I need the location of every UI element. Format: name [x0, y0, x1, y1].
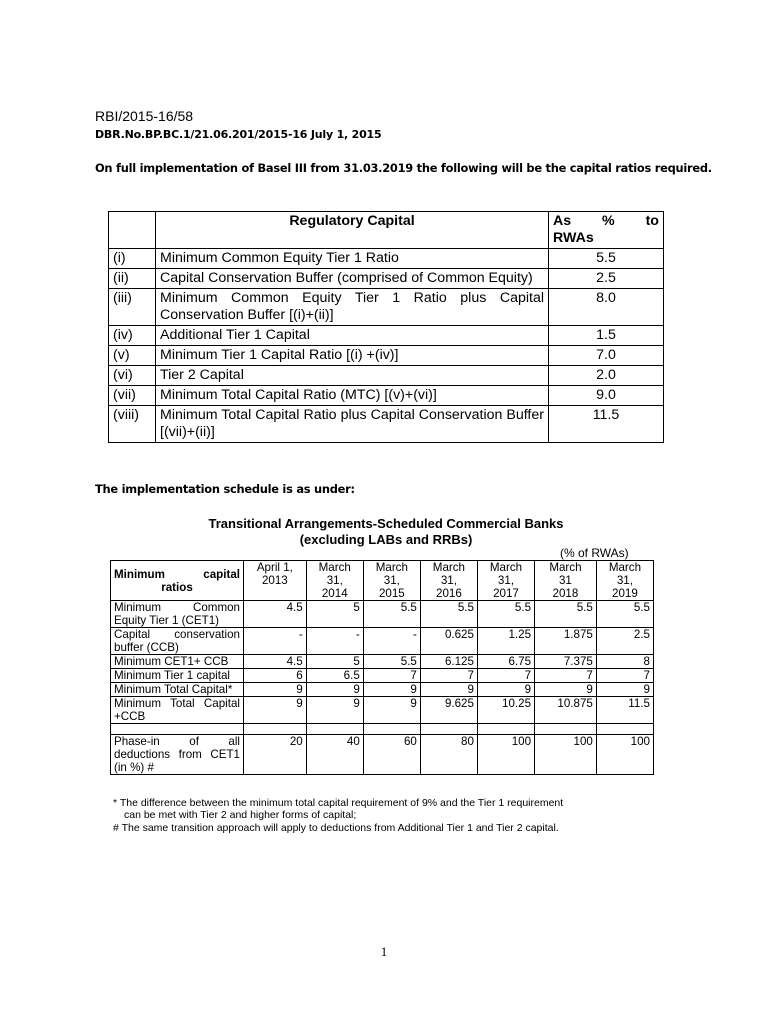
header-date-line3: 2017 — [493, 587, 519, 600]
blank-cell — [244, 724, 307, 735]
row-id: (iii) — [109, 289, 156, 326]
row-value: 5.5 — [363, 655, 420, 669]
row-id: (v) — [109, 346, 156, 366]
transition-row — [111, 655, 654, 669]
regulatory-row — [109, 269, 664, 289]
row-value: 10.875 — [535, 697, 597, 724]
row-value: 6.5 — [306, 669, 363, 683]
header-date-line2: 31, — [616, 574, 633, 587]
transition-table-subtitle: (excluding LABs and RRBs) — [299, 532, 473, 547]
row-value: 5 — [306, 601, 363, 628]
header-date-line2: 31 — [558, 574, 572, 587]
row-label: Capital conservation buffer (CCB) — [111, 628, 244, 655]
row-value: 60 — [363, 735, 420, 775]
header-word-capital: capital — [203, 567, 240, 581]
row-value: 6 — [244, 669, 307, 683]
regulatory-capital-table — [108, 211, 664, 443]
row-value: 8.0 — [549, 289, 664, 326]
row-label: Minimum Total Capital Ratio (MTC) [(v)+(vi)] — [156, 386, 549, 406]
header-date-column — [363, 561, 420, 601]
row-value: 5.5 — [535, 601, 597, 628]
header-date-line2: 31, — [497, 574, 515, 587]
header-blank-cell — [109, 212, 156, 249]
row-label: Minimum CET1+ CCB — [111, 655, 244, 669]
row-value: 7.375 — [535, 655, 597, 669]
row-value: 7 — [596, 669, 653, 683]
row-value: 4.5 — [244, 601, 307, 628]
header-date-line3: 2018 — [552, 587, 579, 600]
header-word-ratios: ratios — [161, 580, 193, 594]
transition-table-body — [111, 601, 654, 775]
row-label: Minimum Common Equity Tier 1 Ratio plus Capital Conservation Buffer [(i)+(ii)] — [156, 289, 549, 326]
transition-row — [111, 669, 654, 683]
row-label: Minimum Total Capital +CCB — [111, 697, 244, 724]
blank-cell — [477, 724, 534, 735]
row-value: 20 — [244, 735, 307, 775]
blank-separator-row — [111, 724, 654, 735]
transition-row — [111, 601, 654, 628]
row-value: 5.5 — [420, 601, 477, 628]
header-word-minimum: Minimum — [114, 567, 165, 581]
circular-reference: DBR.No.BP.BC.1/21.06.201/2015-16 July 1, 2015 — [95, 128, 382, 141]
row-label: Minimum Common Equity Tier 1 Ratio — [156, 249, 549, 269]
row-value: 5.5 — [477, 601, 534, 628]
header-date-line1: April 1, — [256, 561, 293, 574]
row-value: 0.625 — [420, 628, 477, 655]
row-id: (ii) — [109, 269, 156, 289]
regulatory-row — [109, 406, 664, 443]
regulatory-row — [109, 289, 664, 326]
regulatory-row — [109, 346, 664, 366]
row-value: 9 — [306, 697, 363, 724]
row-value: 5 — [306, 655, 363, 669]
header-date-column — [477, 561, 534, 601]
header-date-line1: March — [432, 561, 466, 574]
intro-paragraph: On full implementation of Basel III from 31.03.2019 the following will be the capital ratios required. — [95, 161, 712, 175]
row-value: - — [363, 628, 420, 655]
regulatory-row — [109, 366, 664, 386]
row-value: 7 — [535, 669, 597, 683]
row-value: 9.0 — [549, 386, 664, 406]
row-value: 1.5 — [549, 326, 664, 346]
row-id: (i) — [109, 249, 156, 269]
row-id: (vii) — [109, 386, 156, 406]
row-value: 9 — [535, 683, 597, 697]
header-word-percent: % — [602, 213, 615, 229]
row-value: 9 — [306, 683, 363, 697]
row-value: 9 — [420, 683, 477, 697]
transition-row — [111, 735, 654, 775]
header-date-line2: 2013 — [261, 574, 288, 587]
transition-row — [111, 628, 654, 655]
header-date-column — [306, 561, 363, 601]
row-value: 9.625 — [420, 697, 477, 724]
row-value: - — [244, 628, 307, 655]
row-value: 100 — [596, 735, 653, 775]
header-date-line1: March — [608, 561, 642, 574]
header-date-column — [596, 561, 653, 601]
footnote-star-line2: can be met with Tier 2 and higher forms of capital; — [124, 809, 357, 821]
header-date-line3: 2014 — [321, 587, 348, 600]
blank-cell — [363, 724, 420, 735]
regulatory-table-header — [109, 212, 664, 249]
row-value: 6.75 — [477, 655, 534, 669]
row-label: Minimum Total Capital Ratio plus Capital Conservation Buffer [(vii)+(ii)] — [156, 406, 549, 443]
row-value: 2.5 — [549, 269, 664, 289]
row-value: 100 — [535, 735, 597, 775]
header-minimum-capital-ratios — [111, 561, 244, 601]
row-value: 100 — [477, 735, 534, 775]
row-value: 9 — [596, 683, 653, 697]
header-word-as: As — [553, 213, 572, 229]
header-value-line1 — [553, 213, 659, 230]
header-date-line2: 31, — [440, 574, 457, 587]
row-label: Minimum Tier 1 capital — [111, 669, 244, 683]
row-value: - — [306, 628, 363, 655]
header-date-column — [244, 561, 307, 601]
header-date-line3: 2019 — [612, 587, 638, 600]
blank-cell — [535, 724, 597, 735]
transition-table — [110, 560, 654, 775]
row-value: 11.5 — [596, 697, 653, 724]
row-value: 4.5 — [244, 655, 307, 669]
regulatory-row — [109, 386, 664, 406]
header-date-column — [420, 561, 477, 601]
regulatory-table-body — [109, 249, 664, 443]
schedule-heading: The implementation schedule is as under: — [95, 482, 355, 496]
row-value: 9 — [244, 683, 307, 697]
row-value: 10.25 — [477, 697, 534, 724]
header-date-line2: 31, — [383, 574, 400, 587]
header-date-line1: March — [375, 561, 408, 574]
transition-row — [111, 697, 654, 724]
row-value: 2.0 — [549, 366, 664, 386]
row-label: Tier 2 Capital — [156, 366, 549, 386]
row-id: (viii) — [109, 406, 156, 443]
row-value: 1.875 — [535, 628, 597, 655]
row-value: 5.5 — [363, 601, 420, 628]
row-value: 6.125 — [420, 655, 477, 669]
rbi-reference-number: RBI/2015-16/58 — [95, 108, 194, 124]
regulatory-row — [109, 249, 664, 269]
regulatory-row — [109, 326, 664, 346]
row-value: 9 — [363, 697, 420, 724]
header-word-to: to — [645, 213, 659, 229]
header-date-line1: March — [318, 561, 351, 574]
row-label: Additional Tier 1 Capital — [156, 326, 549, 346]
header-date-line3: 2015 — [378, 587, 405, 600]
row-label: Minimum Total Capital* — [111, 683, 244, 697]
header-date-line3: 2016 — [436, 587, 462, 600]
header-value-line2: RWAs — [553, 230, 594, 246]
footnote-hash: # The same transition approach will apply to deductions from Additional Tier 1 and Tier 2 capital. — [113, 822, 559, 834]
row-value: 40 — [306, 735, 363, 775]
transition-table-header — [111, 561, 654, 601]
blank-cell — [420, 724, 477, 735]
header-as-percent-rwas — [549, 212, 664, 249]
row-value: 9 — [363, 683, 420, 697]
transition-table-title: Transitional Arrangements-Scheduled Commercial Banks — [208, 516, 564, 531]
header-regulatory-capital: Regulatory Capital — [156, 212, 549, 249]
row-value: 80 — [420, 735, 477, 775]
row-value: 11.5 — [549, 406, 664, 443]
row-value: 2.5 — [596, 628, 653, 655]
transition-row — [111, 683, 654, 697]
row-value: 8 — [596, 655, 653, 669]
header-date-line1: March — [489, 561, 523, 574]
row-value: 7 — [420, 669, 477, 683]
header-date-line2: 31, — [326, 574, 343, 587]
row-value: 9 — [244, 697, 307, 724]
row-label: Minimum Tier 1 Capital Ratio [(i) +(iv)] — [156, 346, 549, 366]
row-value: 7 — [363, 669, 420, 683]
blank-cell — [596, 724, 653, 735]
footnote-star-line1: * The difference between the minimum total capital requirement of 9% and the Tier 1 requirement — [113, 797, 564, 809]
row-label: Phase-in of all deductions from CET1 (in %) # — [111, 735, 244, 775]
row-value: 9 — [477, 683, 534, 697]
row-id: (vi) — [109, 366, 156, 386]
page-number: 1 — [380, 944, 388, 959]
row-label: Capital Conservation Buffer (comprised of Common Equity) — [156, 269, 549, 289]
row-value: 1.25 — [477, 628, 534, 655]
row-value: 7.0 — [549, 346, 664, 366]
row-value: 7 — [477, 669, 534, 683]
header-date-line1: March — [549, 561, 582, 574]
row-value: 5.5 — [596, 601, 653, 628]
row-label: Minimum Common Equity Tier 1 (CET1) — [111, 601, 244, 628]
row-id: (iv) — [109, 326, 156, 346]
blank-cell — [111, 724, 244, 735]
blank-cell — [306, 724, 363, 735]
header-label-line1 — [114, 568, 240, 581]
row-value: 5.5 — [549, 249, 664, 269]
header-date-column — [535, 561, 597, 601]
unit-note: (% of RWAs) — [560, 546, 629, 560]
